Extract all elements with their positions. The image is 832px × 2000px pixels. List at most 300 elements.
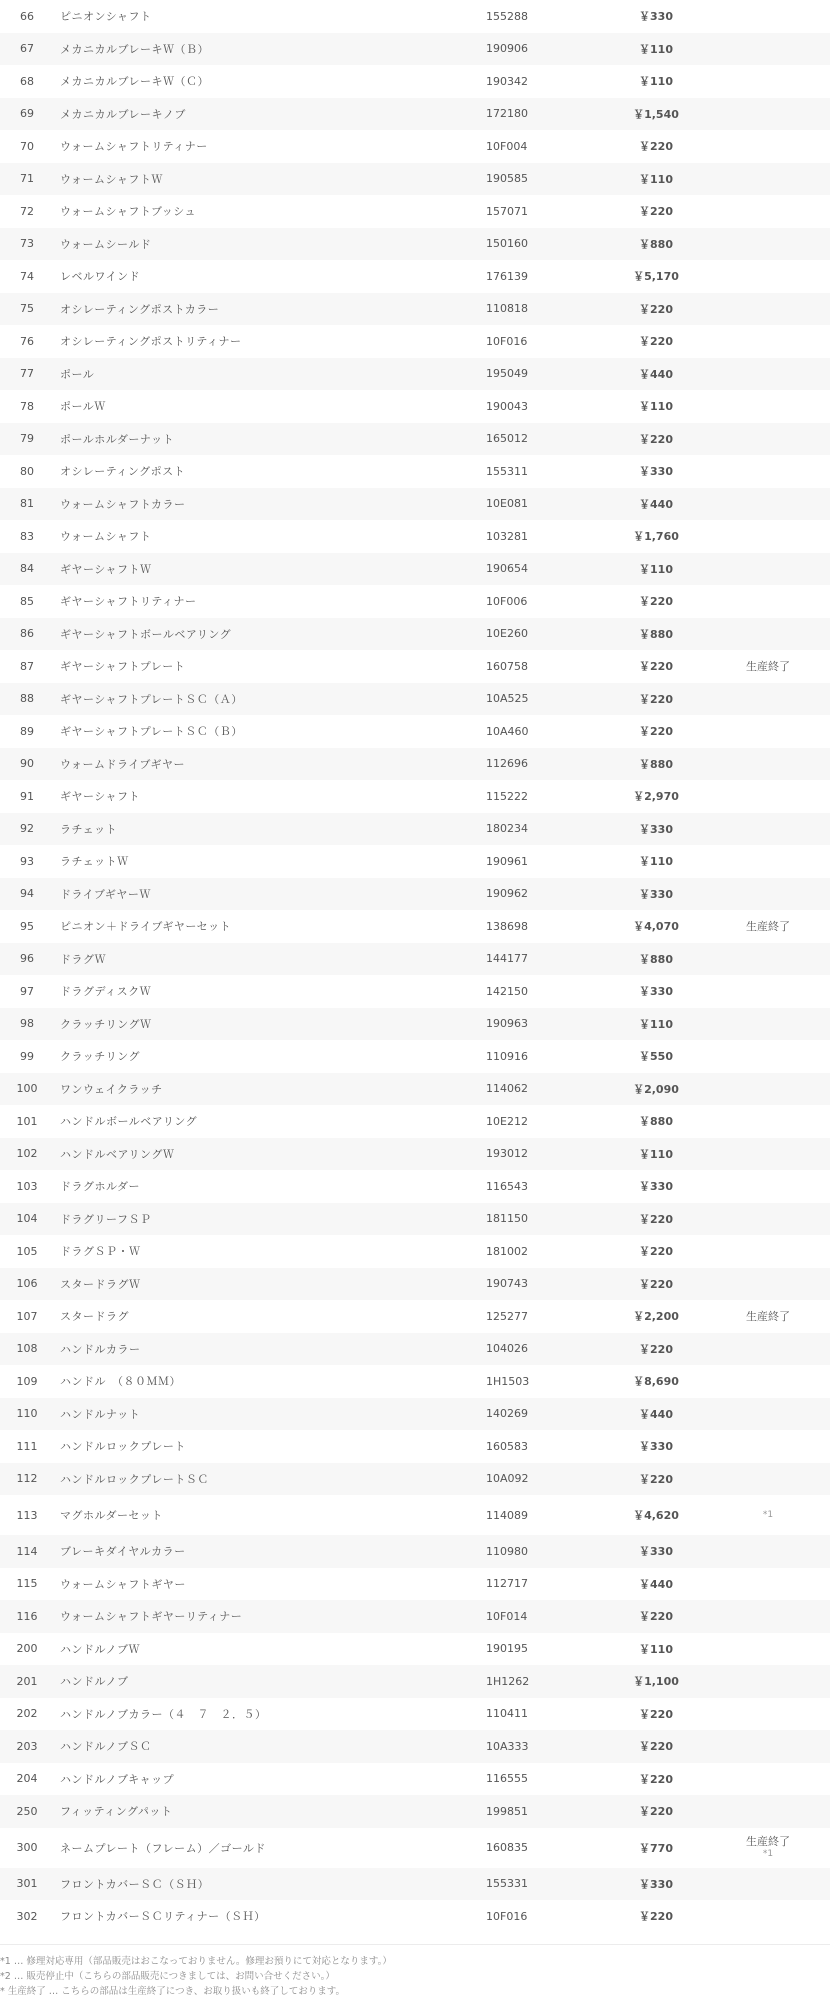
part-name-text: ウォームシャフトギヤーリティナー <box>60 1610 243 1624</box>
part-name <box>48 260 476 293</box>
part-name-text: メカニカルブレーキノブ <box>60 107 186 121</box>
part-price-text: ￥220 <box>639 1910 673 1924</box>
part-code-text: 190962 <box>486 887 528 901</box>
part-price <box>606 1235 706 1268</box>
part-code <box>476 845 606 878</box>
part-price-text: ￥880 <box>639 757 673 771</box>
part-note <box>706 1073 830 1106</box>
part-code <box>476 1300 606 1333</box>
part-code-text: 116555 <box>486 1772 528 1786</box>
part-code <box>476 455 606 488</box>
part-code-text: 138698 <box>486 919 528 933</box>
part-number <box>0 163 48 196</box>
part-note <box>706 1495 830 1535</box>
part-number <box>0 1235 48 1268</box>
part-code-text: 190963 <box>486 1017 528 1031</box>
part-note <box>706 228 830 261</box>
part-number-text: 71 <box>20 172 34 186</box>
part-note-text: 生産終了 <box>746 919 790 933</box>
part-number-text: 93 <box>20 854 34 868</box>
part-note <box>706 975 830 1008</box>
part-note <box>706 260 830 293</box>
part-price-text: ￥330 <box>639 465 673 479</box>
part-name <box>48 1633 476 1666</box>
part-code <box>476 1365 606 1398</box>
table-row <box>0 520 830 553</box>
part-price-text: ￥220 <box>639 1740 673 1754</box>
part-price <box>606 975 706 1008</box>
part-name <box>48 845 476 878</box>
part-number-text: 204 <box>16 1772 38 1786</box>
part-name <box>48 1495 476 1535</box>
part-number-text: 97 <box>20 984 34 998</box>
part-number <box>0 1300 48 1333</box>
part-price-text: ￥550 <box>639 1050 673 1064</box>
part-price-text: ￥110 <box>639 855 673 869</box>
part-code-text: 193012 <box>486 1147 528 1161</box>
part-name-text: オシレーティングポスト <box>60 465 186 479</box>
part-note <box>706 98 830 131</box>
part-name <box>48 1430 476 1463</box>
part-note <box>706 1568 830 1601</box>
part-note <box>706 1203 830 1236</box>
part-number <box>0 715 48 748</box>
part-price <box>606 1568 706 1601</box>
part-name-text: ギヤーシャフトリティナー <box>60 595 197 609</box>
part-code-text: 190654 <box>486 562 528 576</box>
part-name-text: ラチェットＷ <box>60 855 129 869</box>
part-number-text: 76 <box>20 334 34 348</box>
part-name-text: フロントカバーＳＣリティナー（ＳＨ） <box>60 1910 266 1924</box>
part-number <box>0 813 48 846</box>
part-name-text: ギヤーシャフトＷ <box>60 562 152 576</box>
part-name <box>48 1268 476 1301</box>
part-number <box>0 65 48 98</box>
table-row <box>0 1235 830 1268</box>
table-row <box>0 878 830 911</box>
part-name-text: ウォームシャフトブッシュ <box>60 205 197 219</box>
part-note <box>706 195 830 228</box>
part-number <box>0 1730 48 1763</box>
part-number <box>0 585 48 618</box>
part-name <box>48 780 476 813</box>
part-note <box>706 878 830 911</box>
part-price-text: ￥220 <box>639 1342 673 1356</box>
part-price-text: ￥880 <box>639 627 673 641</box>
part-code <box>476 1268 606 1301</box>
part-name-text: ギヤーシャフトボールベアリング <box>60 627 232 641</box>
table-row <box>0 683 830 716</box>
part-number-text: 104 <box>16 1212 38 1226</box>
part-note <box>706 1868 830 1901</box>
part-price <box>606 228 706 261</box>
part-price <box>606 1868 706 1901</box>
part-note <box>706 1535 830 1568</box>
part-name-text: ハンドルノブ <box>60 1675 129 1689</box>
part-name-text: メカニカルブレーキＷ（Ｂ） <box>60 42 210 56</box>
part-number <box>0 1495 48 1535</box>
table-row <box>0 845 830 878</box>
part-price-text: ￥8,690 <box>633 1375 679 1389</box>
part-number-text: 88 <box>20 692 34 706</box>
part-price <box>606 1203 706 1236</box>
part-number-text: 87 <box>20 659 34 673</box>
part-price <box>606 845 706 878</box>
part-code-text: 110818 <box>486 302 528 316</box>
part-code-text: 155331 <box>486 1877 528 1891</box>
part-number-text: 74 <box>20 269 34 283</box>
part-price <box>606 553 706 586</box>
part-number <box>0 1040 48 1073</box>
part-code <box>476 520 606 553</box>
part-name-text: ギヤーシャフトプレート <box>60 660 186 674</box>
part-price <box>606 1600 706 1633</box>
part-number-text: 95 <box>20 919 34 933</box>
part-code-text: 199851 <box>486 1804 528 1818</box>
table-row <box>0 1008 830 1041</box>
part-name <box>48 293 476 326</box>
part-price-text: ￥220 <box>639 1212 673 1226</box>
part-number-text: 107 <box>16 1309 38 1323</box>
part-price <box>606 293 706 326</box>
part-note <box>706 390 830 423</box>
part-price <box>606 878 706 911</box>
part-price <box>606 1268 706 1301</box>
part-number-text: 102 <box>16 1147 38 1161</box>
part-number <box>0 325 48 358</box>
part-price <box>606 780 706 813</box>
part-number-text: 86 <box>20 627 34 641</box>
table-row <box>0 1828 830 1868</box>
part-number-text: 90 <box>20 757 34 771</box>
part-name <box>48 423 476 456</box>
part-code <box>476 423 606 456</box>
part-note-footnote-ref: *1 <box>762 1848 774 1859</box>
part-price-text: ￥880 <box>639 1115 673 1129</box>
part-number-text: 202 <box>16 1707 38 1721</box>
part-code <box>476 0 606 33</box>
part-note <box>706 780 830 813</box>
part-code <box>476 1008 606 1041</box>
table-row <box>0 1138 830 1171</box>
table-row <box>0 1600 830 1633</box>
part-code <box>476 228 606 261</box>
part-code-text: 165012 <box>486 432 528 446</box>
part-note <box>706 1828 830 1868</box>
part-number <box>0 520 48 553</box>
part-number <box>0 1463 48 1496</box>
part-code <box>476 1073 606 1106</box>
table-row <box>0 943 830 976</box>
part-price-text: ￥220 <box>639 1277 673 1291</box>
part-number-text: 66 <box>20 9 34 23</box>
part-number-text: 81 <box>20 497 34 511</box>
part-price-text: ￥330 <box>639 1877 673 1891</box>
part-number-text: 301 <box>16 1877 38 1891</box>
part-name <box>48 1073 476 1106</box>
part-number-text: 110 <box>16 1407 38 1421</box>
part-note <box>706 585 830 618</box>
part-name-text: フィッティングパット <box>60 1805 173 1819</box>
part-price <box>606 618 706 651</box>
part-name <box>48 520 476 553</box>
part-name-text: ネームプレート（フレーム）／ゴールド <box>60 1841 266 1855</box>
part-code <box>476 683 606 716</box>
part-code-text: 10F006 <box>486 594 528 608</box>
part-note <box>706 163 830 196</box>
part-number-text: 112 <box>16 1472 38 1486</box>
part-name-text: スタードラグＷ <box>60 1277 141 1291</box>
part-number-text: 68 <box>20 74 34 88</box>
part-number-text: 109 <box>16 1374 38 1388</box>
part-note <box>706 1900 830 1933</box>
part-code-text: 10F016 <box>486 1909 528 1923</box>
part-name-text: ハンドルボールベアリング <box>60 1115 198 1129</box>
table-row <box>0 553 830 586</box>
table-row <box>0 1698 830 1731</box>
part-number <box>0 1365 48 1398</box>
part-number-text: 73 <box>20 237 34 251</box>
part-name-text: フロントカバーＳＣ（ＳＨ） <box>60 1877 210 1891</box>
part-number <box>0 488 48 521</box>
part-note <box>706 1600 830 1633</box>
part-price <box>606 1300 706 1333</box>
part-price <box>606 943 706 976</box>
part-code-text: 112717 <box>486 1577 528 1591</box>
part-price-text: ￥880 <box>639 952 673 966</box>
part-price <box>606 1730 706 1763</box>
part-price-text: ￥440 <box>639 367 673 381</box>
part-name <box>48 943 476 976</box>
part-price <box>606 163 706 196</box>
part-price-text: ￥220 <box>639 1610 673 1624</box>
table-row <box>0 585 830 618</box>
table-row <box>0 975 830 1008</box>
part-number <box>0 1268 48 1301</box>
part-price <box>606 1665 706 1698</box>
part-code <box>476 715 606 748</box>
part-code-text: 176139 <box>486 269 528 283</box>
part-code-text: 142150 <box>486 984 528 998</box>
part-note <box>706 1300 830 1333</box>
part-code <box>476 293 606 326</box>
part-code-text: 116543 <box>486 1179 528 1193</box>
part-note <box>706 325 830 358</box>
part-note <box>706 943 830 976</box>
table-row <box>0 1868 830 1901</box>
part-name-text: ドラグディスクＷ <box>60 985 152 999</box>
table-row <box>0 1535 830 1568</box>
part-number-text: 75 <box>20 302 34 316</box>
part-price-text: ￥220 <box>639 1245 673 1259</box>
part-code-text: 140269 <box>486 1407 528 1421</box>
part-code-text: 190961 <box>486 854 528 868</box>
part-name <box>48 1333 476 1366</box>
part-code-text: 160758 <box>486 659 528 673</box>
part-note <box>706 1730 830 1763</box>
part-code-text: 190906 <box>486 42 528 56</box>
part-note <box>706 33 830 66</box>
part-number-text: 96 <box>20 952 34 966</box>
part-number <box>0 748 48 781</box>
table-row <box>0 1268 830 1301</box>
part-number <box>0 1398 48 1431</box>
part-price <box>606 1495 706 1535</box>
part-code <box>476 1333 606 1366</box>
part-code <box>476 488 606 521</box>
table-row <box>0 455 830 488</box>
part-price <box>606 1900 706 1933</box>
part-code-text: 160583 <box>486 1439 528 1453</box>
part-code <box>476 33 606 66</box>
part-name-text: ドラグホルダー <box>60 1180 141 1194</box>
part-number-text: 92 <box>20 822 34 836</box>
part-number-text: 201 <box>16 1674 38 1688</box>
table-row <box>0 0 830 33</box>
part-number-text: 77 <box>20 367 34 381</box>
part-price-text: ￥220 <box>639 1772 673 1786</box>
part-price-text: ￥110 <box>639 42 673 56</box>
part-code <box>476 650 606 683</box>
part-number-text: 83 <box>20 529 34 543</box>
part-name-text: ウォームシャフトカラー <box>60 497 186 511</box>
part-name <box>48 1868 476 1901</box>
part-note <box>706 520 830 553</box>
part-number <box>0 1900 48 1933</box>
part-code <box>476 1463 606 1496</box>
table-row <box>0 1633 830 1666</box>
part-name-text: スタードラグ <box>60 1310 129 1324</box>
part-name <box>48 0 476 33</box>
part-code <box>476 1138 606 1171</box>
table-row <box>0 910 830 943</box>
part-name-text: ハンドル （８０ＭＭ） <box>60 1375 181 1389</box>
part-number-text: 84 <box>20 562 34 576</box>
part-name <box>48 1600 476 1633</box>
part-name <box>48 488 476 521</box>
part-name <box>48 1828 476 1868</box>
part-code <box>476 1900 606 1933</box>
part-code <box>476 1235 606 1268</box>
part-name <box>48 910 476 943</box>
part-code-text: 190743 <box>486 1277 528 1291</box>
part-price <box>606 423 706 456</box>
part-code <box>476 325 606 358</box>
part-code <box>476 1828 606 1868</box>
part-number-text: 106 <box>16 1277 38 1291</box>
part-note <box>706 130 830 163</box>
part-price-text: ￥220 <box>639 595 673 609</box>
table-row <box>0 260 830 293</box>
part-number-text: 67 <box>20 42 34 56</box>
part-name <box>48 228 476 261</box>
part-name-text: ピニオン＋ドライブギヤーセット <box>60 920 232 934</box>
part-note <box>706 1365 830 1398</box>
part-code-text: 10A333 <box>486 1739 529 1753</box>
part-price-text: ￥880 <box>639 237 673 251</box>
part-name <box>48 1203 476 1236</box>
part-number-text: 103 <box>16 1179 38 1193</box>
part-price <box>606 1008 706 1041</box>
part-name-text: ギヤーシャフト <box>60 790 141 804</box>
part-note <box>706 1235 830 1268</box>
part-number <box>0 260 48 293</box>
part-number-text: 69 <box>20 107 34 121</box>
table-row <box>0 65 830 98</box>
footnote-sales-suspended: *2 … 販売停止中（こちらの部品販売につきましては、お問い合せください。） <box>0 1971 335 1982</box>
table-row <box>0 1398 830 1431</box>
part-price-text: ￥330 <box>639 887 673 901</box>
part-number <box>0 1828 48 1868</box>
part-code <box>476 163 606 196</box>
part-code <box>476 1568 606 1601</box>
table-row <box>0 423 830 456</box>
part-code-text: 10F004 <box>486 139 528 153</box>
part-price <box>606 130 706 163</box>
table-row <box>0 748 830 781</box>
part-code-text: 10F016 <box>486 334 528 348</box>
part-code <box>476 1665 606 1698</box>
part-code-text: 10F014 <box>486 1609 528 1623</box>
part-price <box>606 358 706 391</box>
part-code-text: 10A092 <box>486 1472 529 1486</box>
part-price-text: ￥220 <box>639 205 673 219</box>
part-name <box>48 1665 476 1698</box>
footnotes <box>0 1954 832 1999</box>
part-name-text: ウォームシールド <box>60 237 152 251</box>
part-price-text: ￥220 <box>639 692 673 706</box>
part-price-text: ￥2,970 <box>633 790 679 804</box>
part-code-text: 155311 <box>486 464 528 478</box>
part-name <box>48 1795 476 1828</box>
part-name <box>48 1730 476 1763</box>
part-note-text: 生産終了 <box>746 1834 790 1848</box>
part-number-text: 94 <box>20 887 34 901</box>
part-price <box>606 65 706 98</box>
part-name-text: ギヤーシャフトプレートＳＣ（Ａ） <box>60 692 243 706</box>
part-name <box>48 813 476 846</box>
part-price-text: ￥330 <box>639 985 673 999</box>
part-code <box>476 553 606 586</box>
part-code-text: 160835 <box>486 1841 528 1854</box>
part-code <box>476 1203 606 1236</box>
part-price <box>606 488 706 521</box>
part-number <box>0 0 48 33</box>
part-code-text: 155288 <box>486 9 528 23</box>
part-number <box>0 1795 48 1828</box>
part-name-text: ポール <box>60 367 95 381</box>
part-name-text: ハンドルロックプレート <box>60 1440 186 1454</box>
part-code <box>476 585 606 618</box>
part-note <box>706 748 830 781</box>
part-name-text: ドラグＷ <box>60 952 106 966</box>
part-number-text: 113 <box>16 1508 38 1522</box>
table-row <box>0 618 830 651</box>
part-note <box>706 553 830 586</box>
part-code <box>476 1170 606 1203</box>
part-note <box>706 1170 830 1203</box>
part-name <box>48 358 476 391</box>
part-number <box>0 943 48 976</box>
part-name-text: ハンドルノブカラー（４ ７ ２．５） <box>60 1707 267 1721</box>
part-name-text: ブレーキダイヤルカラー <box>60 1545 186 1559</box>
part-price <box>606 585 706 618</box>
table-row <box>0 1763 830 1796</box>
table-row <box>0 1430 830 1463</box>
part-name-text: ウォームシャフトＷ <box>60 172 163 186</box>
part-name-text: ハンドルナット <box>60 1407 141 1421</box>
part-code <box>476 618 606 651</box>
